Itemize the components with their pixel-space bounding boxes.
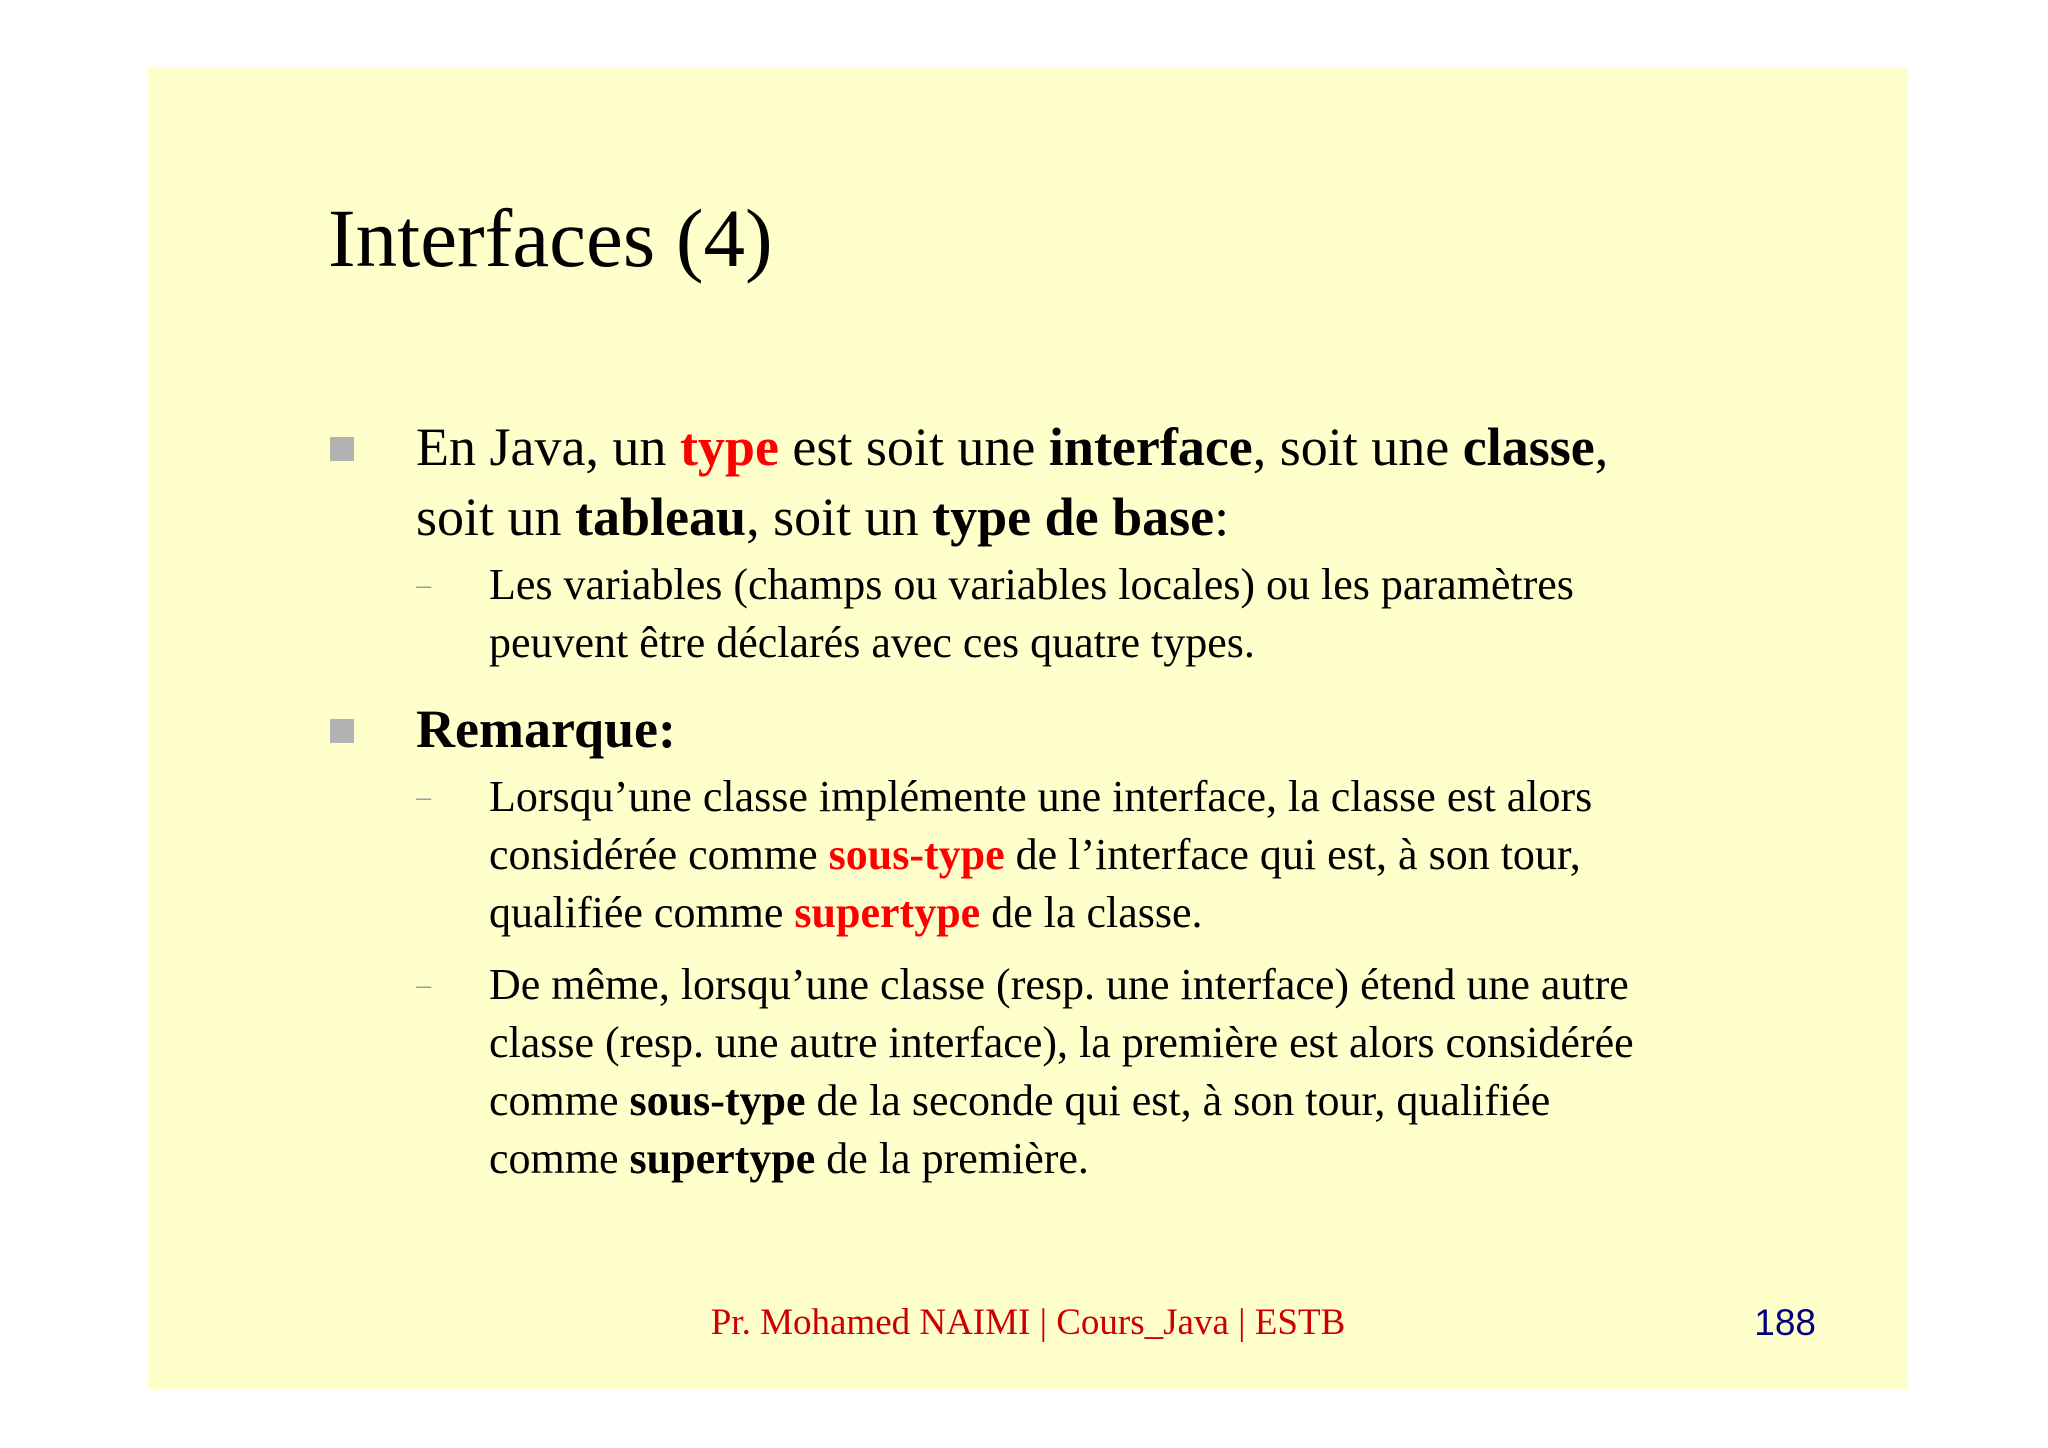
- text-segment: de la classe.: [980, 888, 1203, 937]
- text-segment: comme: [489, 1076, 630, 1125]
- keyword-supertype: supertype: [629, 1134, 816, 1183]
- text-segment: de la seconde qui est, à son tour, qualifiée: [805, 1076, 1551, 1125]
- slide-footer: Pr. Mohamed NAIMI | Cours_Java | ESTB: [710, 1302, 1346, 1343]
- square-bullet-icon: [330, 437, 354, 461]
- sub-bullet-variables: [328, 556, 1768, 672]
- slide-title: Interfaces (4): [328, 192, 773, 284]
- keyword-interface: interface: [1048, 417, 1253, 477]
- text-segment: , soit une: [1252, 417, 1463, 477]
- square-bullet-icon: [330, 719, 354, 743]
- text-segment: qualifiée comme: [489, 888, 795, 937]
- page-number: 188: [1754, 1302, 1816, 1343]
- text-line: Les variables (champs ou variables locales) ou les paramètres: [489, 560, 1574, 609]
- text-segment: comme: [489, 1134, 630, 1183]
- bullet-remarque: [328, 694, 1768, 764]
- text-segment: , soit un: [746, 487, 933, 547]
- dash-bullet-icon: –: [416, 968, 431, 1001]
- sub-bullet-implemente: [328, 768, 1768, 942]
- keyword-supertype: supertype: [794, 888, 981, 937]
- text-segment: considérée comme: [489, 830, 829, 879]
- sub-bullet-etend: [328, 956, 1768, 1188]
- text-line: peuvent être déclarés avec ces quatre types.: [489, 618, 1255, 667]
- remarque-label: Remarque:: [416, 699, 676, 759]
- keyword-classe: classe: [1462, 417, 1595, 477]
- dash-bullet-icon: –: [416, 568, 431, 601]
- text-line: classe (resp. une autre interface), la première est alors considérée: [489, 1018, 1634, 1067]
- text-line: Lorsqu’une classe implémente une interface, la classe est alors: [489, 772, 1593, 821]
- keyword-type-de-base: type de base: [932, 487, 1215, 547]
- bullet-types: [328, 412, 1768, 552]
- keyword-type: type: [679, 417, 779, 477]
- keyword-sous-type: sous-type: [828, 830, 1005, 879]
- text-segment: :: [1214, 487, 1230, 547]
- text-segment: de la première.: [815, 1134, 1089, 1183]
- text-segment: En Java, un: [416, 417, 680, 477]
- text-segment: soit un: [416, 487, 576, 547]
- keyword-tableau: tableau: [575, 487, 747, 547]
- slide-content: [328, 412, 1768, 1188]
- text-segment: est soit une: [778, 417, 1049, 477]
- keyword-sous-type: sous-type: [629, 1076, 806, 1125]
- dash-bullet-icon: –: [416, 780, 431, 813]
- text-segment: de l’interface qui est, à son tour,: [1004, 830, 1581, 879]
- text-segment: ,: [1594, 417, 1609, 477]
- slide: [148, 67, 1908, 1389]
- text-line: De même, lorsqu’une classe (resp. une interface) étend une autre: [489, 960, 1629, 1009]
